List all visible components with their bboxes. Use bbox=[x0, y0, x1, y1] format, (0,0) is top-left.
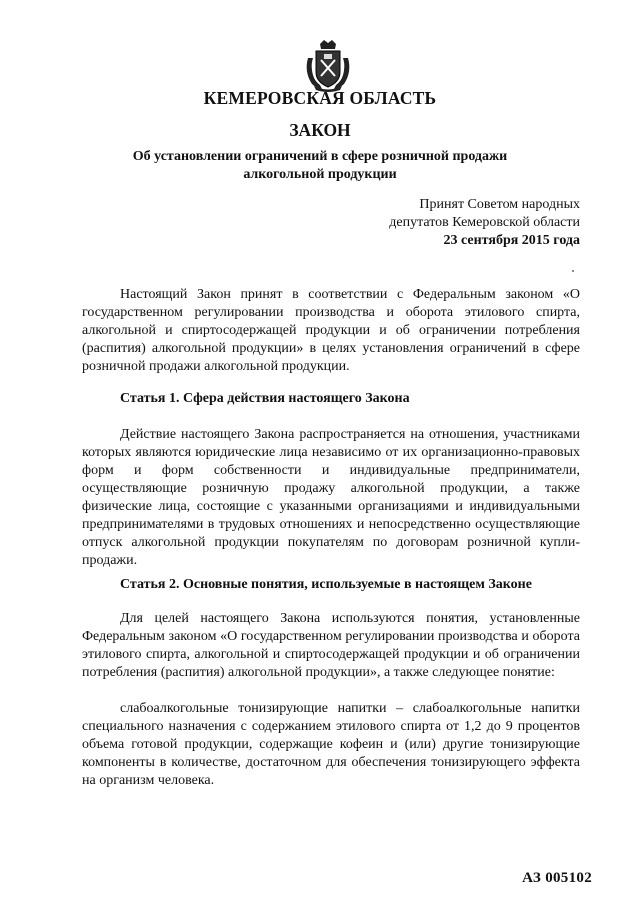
adoption-date: 23 сентября 2015 года bbox=[443, 233, 580, 248]
adoption-line-1: Принят Советом народных bbox=[419, 197, 580, 212]
coat-of-arms-icon bbox=[302, 38, 354, 92]
region-name: КЕМЕРОВСКАЯ ОБЛАСТЬ bbox=[203, 88, 437, 108]
article-1-text: Действие настоящего Закона распространяется на отношения, участниками которых являются юридические лица независимо от их организационно-правовых форм и форм собственности и индивидуальные предприниматели, осуществляющие розничную продажу алкогольной продукции, а также физические лица, состоящие с указанными организациями и индивидуальными предпринимателями в трудовых отношениях и непосредственно осуществляющие отпуск алкогольной продукции покупателям по договорам розничной купли-продажи. bbox=[82, 427, 580, 568]
document-type: ЗАКОН bbox=[289, 120, 351, 140]
article-2-definition: слабоалкогольные тонизирующие напитки – слабоалкогольные напитки специального назначения с содержанием этилового спирта от 1,2 до 9 процентов объема готовой продукции, содержащие кофеин и (или) другие тонизирующие компоненты в количестве, достаточном для обеспечения тонизирующего эффекта на организм человека. bbox=[82, 701, 580, 788]
law-title: Об установлении ограничений в сфере розничной продажи алкогольной продукции bbox=[132, 149, 508, 182]
adoption-block bbox=[320, 196, 580, 250]
adoption-line-2: депутатов Кемеровской области bbox=[389, 215, 580, 230]
article-1-heading: Статья 1. Сфера действия настоящего Закона bbox=[120, 391, 410, 406]
article-2-text: Для целей настоящего Закона используются понятия, установленные Федеральным законом «О государственном регулировании производства и оборота этилового спирта, алкогольной и спиртосодержащей продукции и об ограничении потребления (распития) алкогольной продукции», а также следующее понятие: bbox=[82, 611, 580, 680]
scan-speck bbox=[572, 270, 574, 272]
preamble-paragraph: Настоящий Закон принят в соответствии с Федеральным законом «О государственном регулировании производства и оборота этилового спирта, алкогольной и спиртосодержащей продукции и об ограничении потребления (распития) алкогольной продукции» в целях установления ограничений в сфере розничной продажи алкогольной продукции. bbox=[82, 287, 580, 374]
serial-number: АЗ 005102 bbox=[522, 870, 592, 886]
article-2-heading: Статья 2. Основные понятия, используемые в настоящем Законе bbox=[120, 577, 532, 592]
